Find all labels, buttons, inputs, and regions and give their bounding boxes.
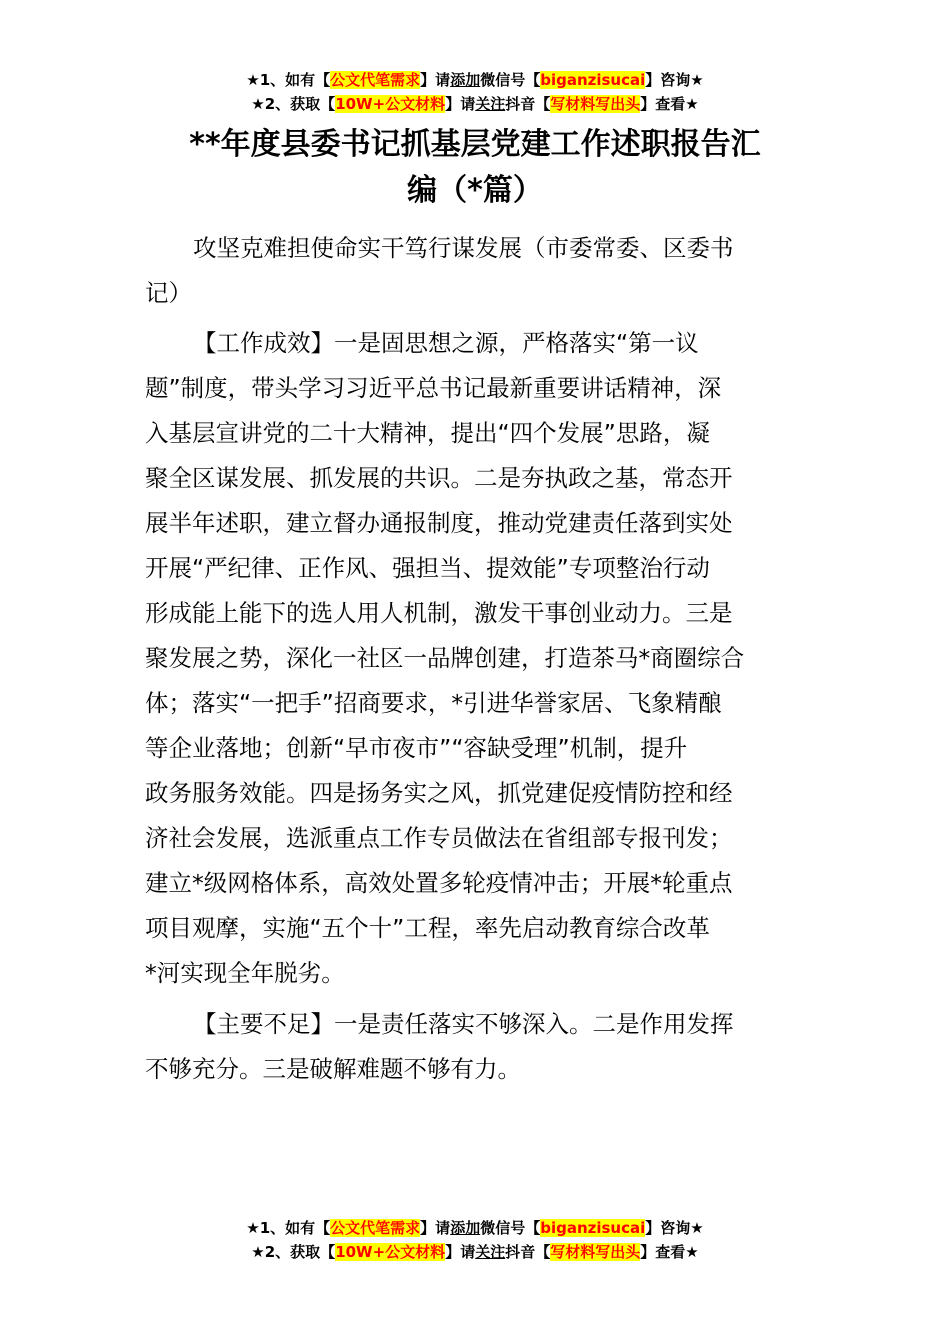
paragraph-line: *河实现全年脱劣。 (145, 959, 345, 987)
banner-text: 抖音【 (505, 1243, 551, 1261)
paragraph-line: 形成能上能下的选人用人机制，激发干事创业动力。三是 (145, 599, 733, 627)
work-results-paragraph (145, 321, 807, 996)
paragraph-line: 聚发展之势，深化一社区一品牌创建，打造茶马*商圈综合 (145, 644, 745, 672)
banner-text: 】咨询★ (645, 1219, 704, 1237)
banner-text: ★1、如有【 (246, 71, 331, 89)
banner-text: 微信号【 (480, 71, 541, 89)
banner-line-2 (0, 1240, 950, 1264)
paragraph-line: 攻坚克难担使命实干笃行谋发展（市委常委、区委书 (193, 234, 734, 262)
shortcomings-paragraph (145, 1002, 807, 1092)
banner-text: 微信号【 (480, 1219, 541, 1237)
banner-text: ★2、获取【 (251, 1243, 336, 1261)
title-line-2: 编（*篇） (407, 173, 543, 208)
banner-text: 】咨询★ (645, 71, 704, 89)
banner-highlight: 10W+公文材料 (335, 1243, 446, 1261)
banner-text: 】请 (445, 1243, 476, 1261)
banner-underline: 添加 (450, 1219, 481, 1237)
footer-banner (0, 1216, 950, 1264)
document-title (140, 122, 810, 214)
banner-underline: 关注 (475, 95, 506, 113)
paragraph-line: 等企业落地；创新“早市夜市”“容缺受理”机制，提升 (145, 734, 688, 762)
banner-underline: 关注 (475, 1243, 506, 1261)
banner-text: 】请 (420, 71, 451, 89)
paragraph-line: 建立*级网格体系，高效处置多轮疫情冲击；开展*轮重点 (145, 869, 733, 897)
paragraph-line: 济社会发展，选派重点工作专员做法在省组部专报刊发； (145, 824, 733, 852)
banner-highlight: 写材料写出头 (550, 1243, 641, 1261)
banner-text: 】请 (445, 95, 476, 113)
paragraph-line: 【主要不足】一是责任落实不够深入。二是作用发挥 (193, 1010, 734, 1038)
paragraph-line: 【工作成效】一是固思想之源，严格落实“第一议 (193, 329, 699, 357)
banner-text: ★2、获取【 (251, 95, 336, 113)
paragraph-line: 开展“严纪律、正作风、强担当、提效能”专项整治行动 (145, 554, 710, 582)
banner-text: 】查看★ (640, 1243, 699, 1261)
banner-text: 】请 (420, 1219, 451, 1237)
banner-highlight: 公文代笔需求 (330, 1219, 421, 1237)
banner-line-1 (0, 68, 950, 92)
banner-text: 】查看★ (640, 95, 699, 113)
banner-text: 抖音【 (505, 95, 551, 113)
banner-highlight: biganzisucai (540, 71, 646, 89)
banner-line-2 (0, 92, 950, 116)
banner-highlight: 写材料写出头 (550, 95, 641, 113)
paragraph-line: 题”制度，带头学习习近平总书记最新重要讲话精神，深 (145, 374, 722, 402)
subtitle-paragraph (145, 226, 807, 316)
paragraph-line: 项目观摩，实施“五个十”工程，率先启动教育综合改革 (145, 914, 710, 942)
paragraph-line: 聚全区谋发展、抓发展的共识。二是夯执政之基，常态开 (145, 464, 733, 492)
header-banner (0, 68, 950, 116)
banner-line-1 (0, 1216, 950, 1240)
title-line-1: **年度县委书记抓基层党建工作述职报告汇 (189, 127, 761, 162)
banner-highlight: 公文代笔需求 (330, 71, 421, 89)
paragraph-line: 展半年述职，建立督办通报制度，推动党建责任落到实处 (145, 509, 733, 537)
paragraph-line: 不够充分。三是破解难题不够有力。 (145, 1055, 521, 1083)
paragraph-line: 记） (145, 279, 192, 307)
paragraph-line: 政务服务效能。四是扬务实之风，抓党建促疫情防控和经 (145, 779, 733, 807)
banner-text: ★1、如有【 (246, 1219, 331, 1237)
banner-underline: 添加 (450, 71, 481, 89)
banner-highlight: biganzisucai (540, 1219, 646, 1237)
banner-highlight: 10W+公文材料 (335, 95, 446, 113)
paragraph-line: 入基层宣讲党的二十大精神，提出“四个发展”思路，凝 (145, 419, 710, 447)
paragraph-line: 体；落实“一把手”招商要求，*引进华誉家居、飞象精酿 (145, 689, 722, 717)
